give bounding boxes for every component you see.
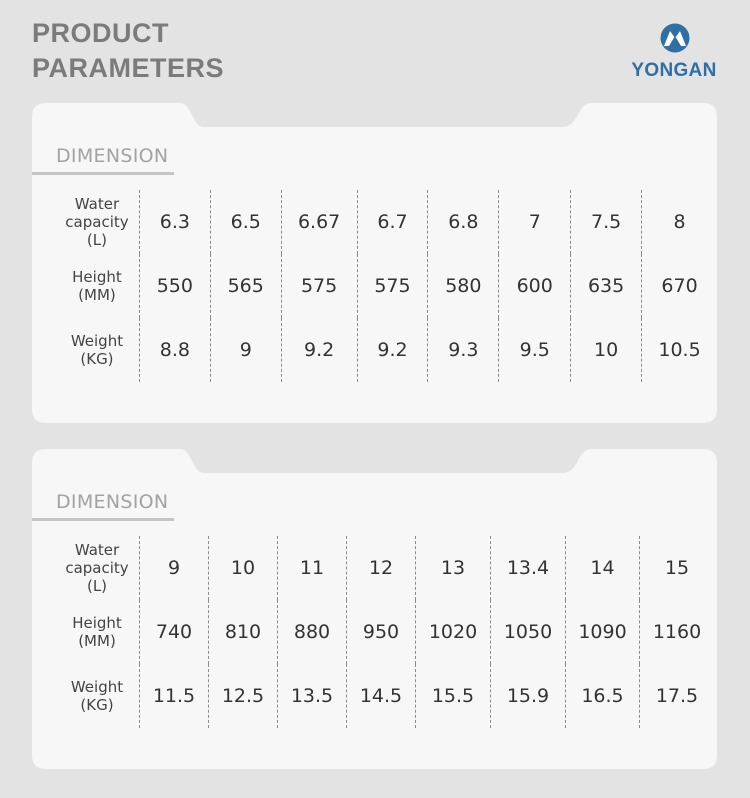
table-cell: 575 [281,254,357,318]
spec-table [55,536,714,728]
section-title: DIMENSION [56,145,169,167]
section-title: DIMENSION [56,491,169,513]
table-cell: 13.5 [278,664,347,728]
table-cell: 880 [278,600,347,664]
table-cell: 6.3 [139,190,210,254]
table-cell: 6.7 [357,190,428,254]
table-cell: 1090 [566,600,640,664]
table-cell: 15 [640,536,715,600]
table-cell: 6.5 [210,190,281,254]
row-label: Water capacity (L) [65,541,129,595]
table-cell: 580 [428,254,499,318]
table-row-height [55,254,717,318]
table-cell: 9.2 [357,318,428,382]
table-cell: 10.5 [642,318,717,382]
table-cell: 6.67 [281,190,357,254]
row-label: Water capacity (L) [65,195,129,249]
table-row-water-capacity [55,190,717,254]
page-title-line-1: PRODUCT [32,18,169,48]
table-cell: 12.5 [209,664,278,728]
table-cell: 9.3 [428,318,499,382]
table-cell: 13 [416,536,491,600]
table-cell: 14 [566,536,640,600]
page-title-line-2: PARAMETERS [32,53,225,83]
table-cell: 16.5 [566,664,640,728]
table-cell: 10 [571,318,642,382]
table-cell: 9.5 [499,318,571,382]
dimension-card-1 [32,103,717,423]
table-cell: 7 [499,190,571,254]
table-row-height [55,600,714,664]
table-cell: 670 [642,254,717,318]
table-cell: 15.5 [416,664,491,728]
table-cell: 9 [210,318,281,382]
table-cell: 1160 [640,600,715,664]
table-cell: 7.5 [571,190,642,254]
spec-table [55,190,717,382]
row-label: Height (MM) [72,614,122,650]
table-cell: 575 [357,254,428,318]
row-label: Height (MM) [72,268,122,304]
table-cell: 8.8 [139,318,210,382]
dimension-card-2 [32,449,717,769]
table-row-weight [55,664,714,728]
table-row-weight [55,318,717,382]
table-cell: 600 [499,254,571,318]
section-underline [32,172,174,175]
table-cell: 10 [209,536,278,600]
brand-logo [626,22,722,84]
table-cell: 12 [347,536,416,600]
section-underline [32,518,174,521]
table-cell: 6.8 [428,190,499,254]
table-cell: 11.5 [140,664,209,728]
page-title [32,16,224,86]
table-cell: 8 [642,190,717,254]
table-cell: 9.2 [281,318,357,382]
table-cell: 950 [347,600,416,664]
table-cell: 17.5 [640,664,715,728]
table-cell: 1050 [491,600,566,664]
table-cell: 13.4 [491,536,566,600]
table-cell: 740 [140,600,209,664]
table-cell: 14.5 [347,664,416,728]
table-cell: 9 [140,536,209,600]
table-cell: 15.9 [491,664,566,728]
row-label: Weight (KG) [70,332,124,368]
table-cell: 565 [210,254,281,318]
logo-text: YONGAN [631,60,717,81]
table-row-water-capacity [55,536,714,600]
table-cell: 810 [209,600,278,664]
table-cell: 635 [571,254,642,318]
logo-mountain-icon [660,22,690,54]
table-cell: 550 [139,254,210,318]
row-label: Weight (KG) [70,678,124,714]
table-cell: 1020 [416,600,491,664]
table-cell: 11 [278,536,347,600]
